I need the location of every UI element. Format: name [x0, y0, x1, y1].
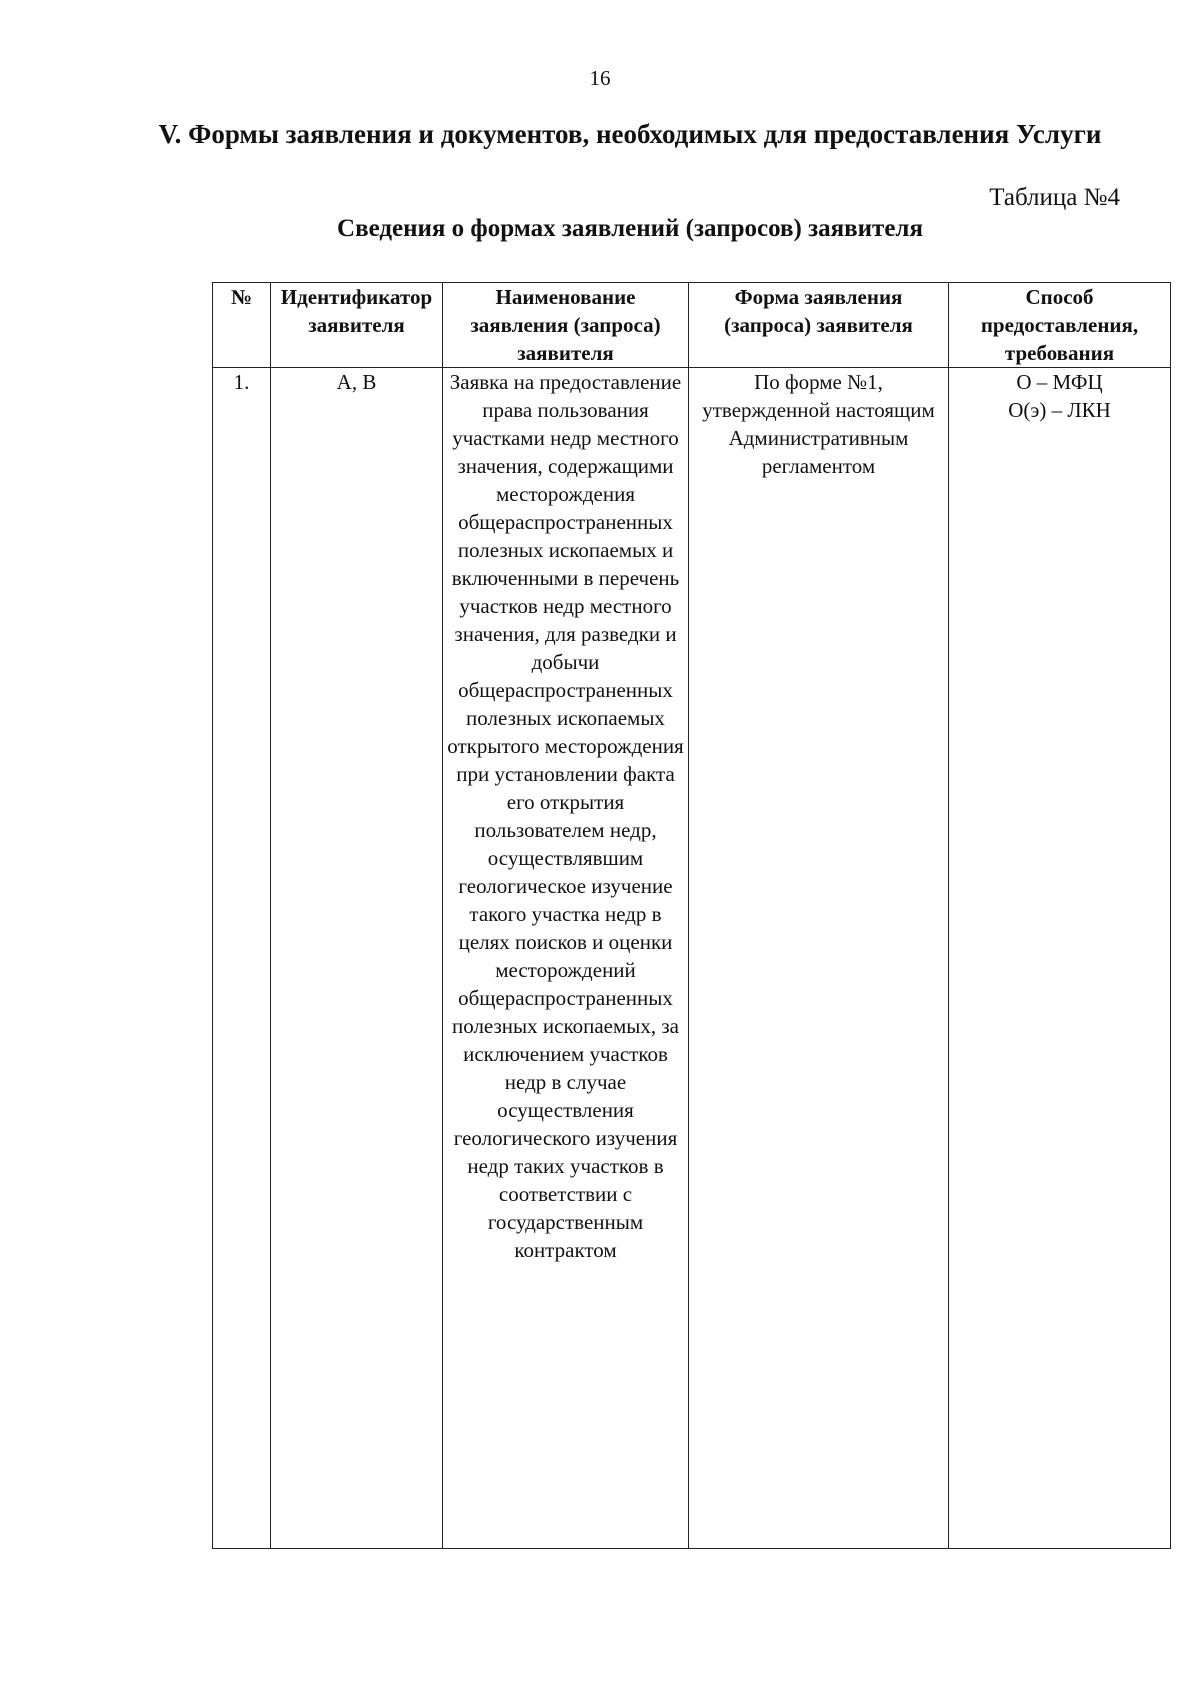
table-header-row: [213, 283, 1171, 368]
method-mfc: О – МФЦ: [1016, 370, 1103, 394]
row-submission-method: [949, 368, 1171, 1549]
header-application-form: Форма заявления (запроса) заявителя: [689, 283, 949, 368]
row-application-form: По форме №1, утвержденной настоящим Административным регламентом: [689, 368, 949, 1549]
header-number: №: [213, 283, 271, 368]
header-submission-method: Способ предоставления, требования: [949, 283, 1171, 368]
table-number: Таблица №4: [989, 184, 1120, 211]
method-lkn: О(э) – ЛКН: [1008, 398, 1111, 422]
application-forms-table: [212, 282, 1171, 1549]
table-row: [213, 368, 1171, 1549]
header-applicant-id: Идентификатор заявителя: [271, 283, 443, 368]
row-number: 1.: [213, 368, 271, 1549]
table-title: Сведения о формах заявлений (запросов) заявителя: [337, 215, 923, 242]
row-application-name: Заявка на предоставление права пользования участками недр местного значения, содержащими месторождения общераспространенных полезных ископаемых и включенными в перечень участков недр местного значения, для разведки и добычи общераспространенных полезных ископаемых открытого месторождения при установлении факта его открытия пользователем недр, осуществлявшим геологическое изучение такого участка недр в целях поисков и оценки месторождений общераспространенных полезных ископаемых, за исключением участков недр в случае осуществления геологического изучения недр таких участков в соответствии с государственным контрактом: [443, 368, 689, 1549]
page-number: 16: [589, 66, 611, 90]
row-applicant-id: А, В: [271, 368, 443, 1549]
header-application-name: Наименование заявления (запроса) заявителя: [443, 283, 689, 368]
section-title: V. Формы заявления и документов, необходимых для предоставления Услуги: [158, 119, 1102, 149]
